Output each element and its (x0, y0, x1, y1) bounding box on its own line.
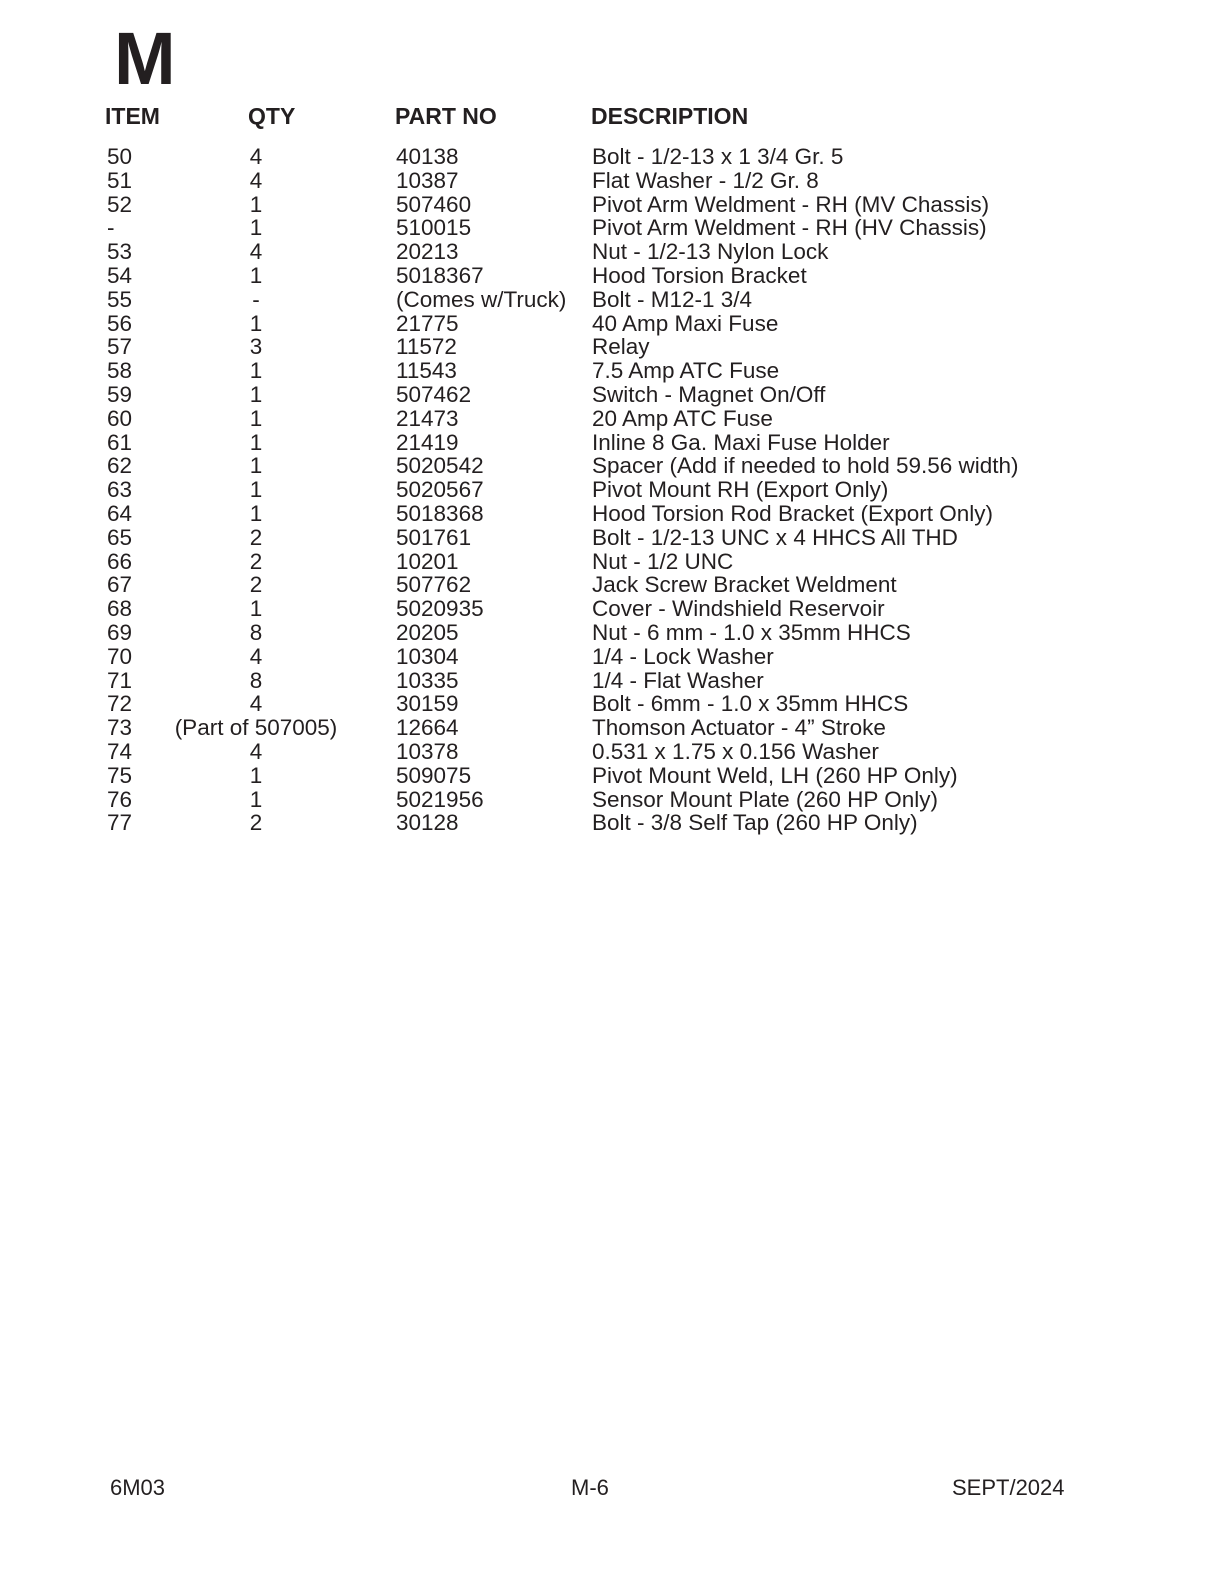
cell-description: Inline 8 Ga. Maxi Fuse Holder (592, 429, 890, 455)
cell-part-no: 5018368 (396, 500, 484, 526)
table-row (0, 811, 1224, 835)
cell-description: Bolt - 1/2-13 x 1 3/4 Gr. 5 (592, 144, 844, 169)
cell-part-no: 21419 (396, 429, 459, 455)
cell-description: 1/4 - Lock Washer (592, 643, 774, 669)
cell-item: 60 (107, 405, 133, 431)
cell-item: 58 (107, 358, 133, 384)
cell-qty: 1 (249, 477, 263, 503)
table-row (0, 621, 1224, 645)
table-row (0, 526, 1224, 550)
cell-item: - (107, 215, 115, 241)
table-row (0, 597, 1224, 621)
cell-item: 64 (107, 500, 133, 526)
cell-part-no: 30159 (396, 691, 459, 717)
cell-item: 73 (107, 715, 133, 741)
cell-qty: 1 (249, 596, 263, 622)
cell-part-no: 12664 (396, 715, 459, 741)
cell-item: 71 (107, 667, 133, 693)
cell-description: Relay (592, 334, 650, 360)
cell-description: Thomson Actuator - 4” Stroke (592, 715, 886, 741)
table-row (0, 550, 1224, 574)
table-row (0, 335, 1224, 359)
cell-qty: 1 (249, 453, 263, 479)
table-row (0, 264, 1224, 288)
cell-item: 59 (107, 381, 133, 407)
table-row (0, 240, 1224, 264)
cell-qty: 1 (249, 786, 263, 812)
cell-description: Hood Torsion Bracket (592, 262, 807, 288)
table-row (0, 145, 1224, 169)
cell-part-no: 507762 (396, 572, 472, 598)
table-row (0, 216, 1224, 240)
table-row (0, 692, 1224, 716)
cell-part-no: 507462 (396, 381, 472, 407)
cell-description: Bolt - 1/2-13 UNC x 4 HHCS All THD (592, 524, 958, 550)
table-row (0, 193, 1224, 217)
table-row (0, 431, 1224, 455)
cell-qty: 3 (249, 334, 263, 360)
table-row (0, 788, 1224, 812)
cell-qty: 2 (249, 810, 263, 836)
table-row (0, 407, 1224, 431)
cell-part-no: 10201 (396, 548, 459, 574)
cell-qty: 1 (249, 381, 263, 407)
table-row (0, 669, 1224, 693)
table-row (0, 478, 1224, 502)
cell-item: 67 (107, 572, 133, 598)
cell-description: Bolt - M12-1 3/4 (592, 286, 753, 312)
cell-qty: 1 (249, 215, 263, 241)
cell-part-no: 5020567 (396, 477, 484, 503)
table-row (0, 454, 1224, 478)
cell-part-no: 40138 (396, 144, 459, 169)
cell-description: 1/4 - Flat Washer (592, 667, 764, 693)
table-row (0, 740, 1224, 764)
cell-item: 68 (107, 596, 133, 622)
cell-part-no: 20205 (396, 619, 459, 645)
cell-qty: - (252, 286, 260, 312)
parts-table (0, 145, 1224, 835)
cell-item: 63 (107, 477, 133, 503)
cell-part-no: 20213 (396, 239, 459, 265)
cell-item: 62 (107, 453, 133, 479)
cell-item: 52 (107, 191, 133, 217)
cell-part-no: 5021956 (396, 786, 484, 812)
cell-description: Switch - Magnet On/Off (592, 381, 826, 407)
cell-part-no: 501761 (396, 524, 472, 550)
header-item: ITEM (105, 103, 160, 129)
cell-qty: 4 (249, 239, 263, 265)
cell-item: 75 (107, 762, 133, 788)
cell-description: Flat Washer - 1/2 Gr. 8 (592, 167, 819, 193)
cell-part-no: 5020542 (396, 453, 484, 479)
cell-description: Bolt - 3/8 Self Tap (260 HP Only) (592, 810, 918, 836)
cell-qty: 1 (249, 191, 263, 217)
cell-description: Nut - 1/2 UNC (592, 548, 734, 574)
table-row (0, 169, 1224, 193)
cell-qty: 1 (249, 262, 263, 288)
header-qty: QTY (248, 103, 296, 129)
section-letter: M (114, 17, 174, 100)
cell-qty: 1 (249, 405, 263, 431)
cell-part-no: 10304 (396, 643, 459, 669)
cell-qty: 1 (249, 358, 263, 384)
cell-qty: 4 (249, 167, 263, 193)
cell-description: Sensor Mount Plate (260 HP Only) (592, 786, 939, 812)
cell-part-no: 5018367 (396, 262, 484, 288)
cell-description: Bolt - 6mm - 1.0 x 35mm HHCS (592, 691, 909, 717)
cell-item: 57 (107, 334, 133, 360)
cell-item: 74 (107, 738, 133, 764)
cell-qty: (Part of 507005) (174, 715, 338, 741)
cell-description: Nut - 6 mm - 1.0 x 35mm HHCS (592, 619, 911, 645)
cell-item: 70 (107, 643, 133, 669)
cell-part-no: 11572 (396, 334, 457, 360)
cell-item: 76 (107, 786, 133, 812)
cell-item: 50 (107, 144, 133, 169)
cell-item: 55 (107, 286, 133, 312)
cell-qty: 2 (249, 524, 263, 550)
cell-item: 51 (107, 167, 133, 193)
cell-part-no: 10335 (396, 667, 459, 693)
cell-qty: 2 (249, 572, 263, 598)
table-header (0, 101, 1224, 131)
cell-part-no: 21473 (396, 405, 459, 431)
cell-qty: 8 (249, 667, 263, 693)
cell-part-no: 30128 (396, 810, 459, 836)
cell-part-no: 21775 (396, 310, 459, 336)
footer-doc-code: 6M03 (110, 1475, 166, 1500)
cell-description: 40 Amp Maxi Fuse (592, 310, 779, 336)
cell-qty: 4 (249, 144, 263, 169)
cell-description: Pivot Arm Weldment - RH (HV Chassis) (592, 215, 987, 241)
cell-qty: 1 (249, 310, 263, 336)
cell-qty: 8 (249, 619, 263, 645)
cell-description: 20 Amp ATC Fuse (592, 405, 773, 431)
table-row (0, 573, 1224, 597)
table-row (0, 645, 1224, 669)
cell-description: Pivot Mount Weld, LH (260 HP Only) (592, 762, 958, 788)
table-row (0, 383, 1224, 407)
cell-item: 61 (107, 429, 133, 455)
cell-description: 0.531 x 1.75 x 0.156 Washer (592, 738, 879, 764)
cell-part-no: 10387 (396, 167, 459, 193)
cell-item: 69 (107, 619, 133, 645)
cell-qty: 1 (249, 429, 263, 455)
cell-qty: 4 (249, 691, 263, 717)
cell-description: Pivot Mount RH (Export Only) (592, 477, 889, 503)
header-part-no: PART NO (395, 103, 497, 129)
cell-item: 72 (107, 691, 133, 717)
cell-description: Cover - Windshield Reservoir (592, 596, 885, 622)
cell-part-no: 507460 (396, 191, 472, 217)
table-row (0, 502, 1224, 526)
cell-part-no: 5020935 (396, 596, 484, 622)
cell-part-no: 11543 (396, 358, 457, 384)
cell-qty: 2 (249, 548, 263, 574)
cell-description: Spacer (Add if needed to hold 59.56 width) (592, 453, 1019, 479)
cell-qty: 4 (249, 643, 263, 669)
cell-part-no: 510015 (396, 215, 472, 241)
cell-part-no: 509075 (396, 762, 472, 788)
table-row (0, 359, 1224, 383)
cell-part-no: 10378 (396, 738, 459, 764)
cell-qty: 1 (249, 762, 263, 788)
cell-description: Nut - 1/2-13 Nylon Lock (592, 239, 829, 265)
footer-date: SEPT/2024 (952, 1475, 1065, 1500)
table-row (0, 288, 1224, 312)
cell-qty: 4 (249, 738, 263, 764)
footer-page-number: M-6 (571, 1475, 609, 1500)
table-row (0, 716, 1224, 740)
cell-description: Pivot Arm Weldment - RH (MV Chassis) (592, 191, 990, 217)
cell-item: 53 (107, 239, 133, 265)
table-row (0, 764, 1224, 788)
cell-item: 54 (107, 262, 133, 288)
cell-item: 66 (107, 548, 133, 574)
cell-qty: 1 (249, 500, 263, 526)
cell-item: 56 (107, 310, 133, 336)
cell-part-no: (Comes w/Truck) (396, 286, 567, 312)
cell-description: Hood Torsion Rod Bracket (Export Only) (592, 500, 994, 526)
table-row (0, 312, 1224, 336)
header-description: DESCRIPTION (591, 103, 749, 129)
cell-item: 65 (107, 524, 133, 550)
cell-item: 77 (107, 810, 133, 836)
cell-description: Jack Screw Bracket Weldment (592, 572, 897, 598)
cell-description: 7.5 Amp ATC Fuse (592, 358, 780, 384)
